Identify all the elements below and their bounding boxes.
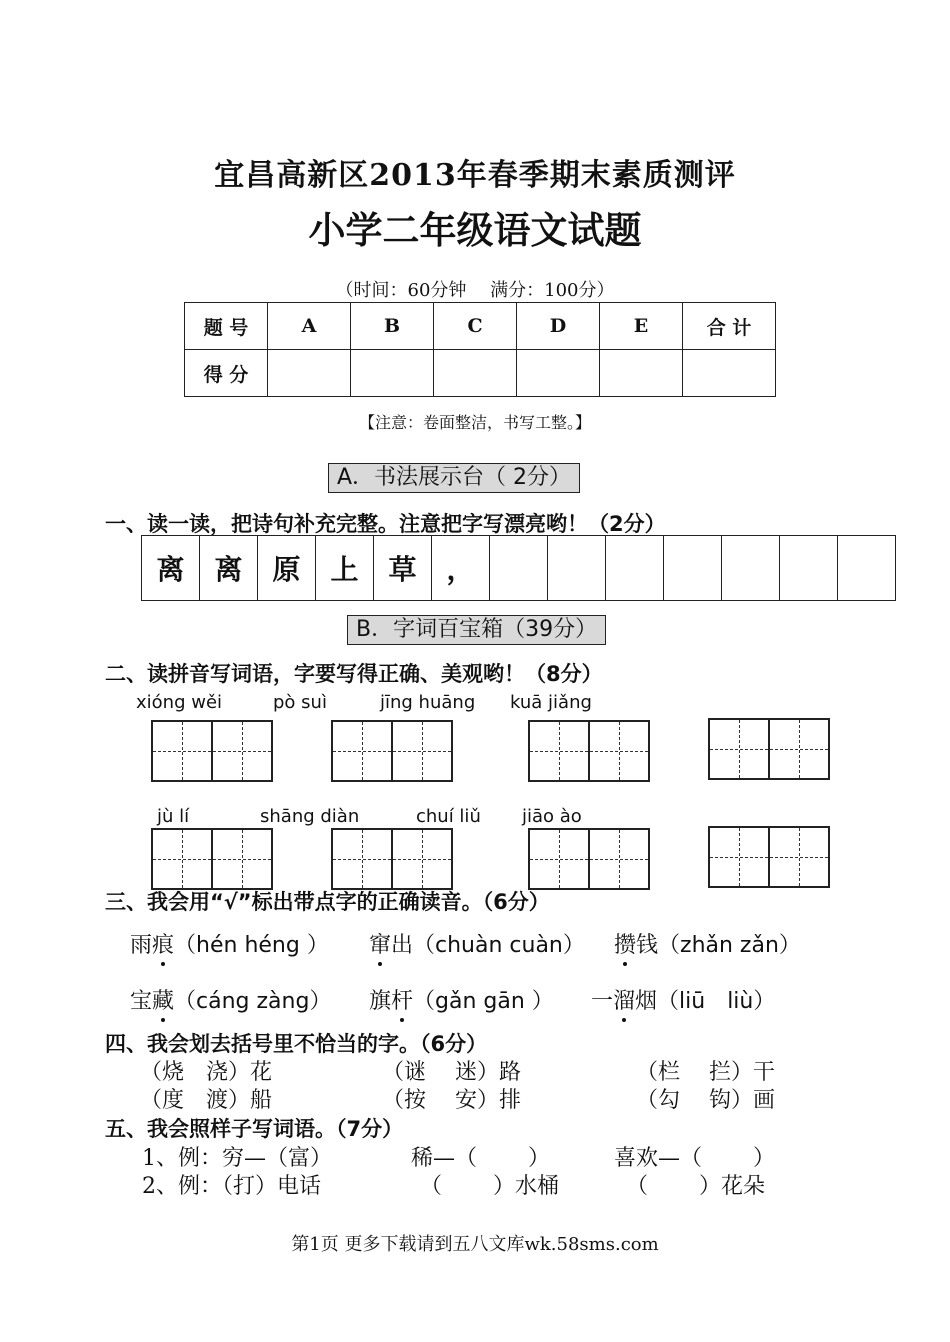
- exam-subtitle: 小学二年级语文试题: [308, 209, 642, 252]
- score-cell[interactable]: [434, 350, 517, 397]
- exam-title: 宜昌高新区2013年春季期末素质测评: [214, 158, 736, 193]
- poem-cell: 离: [200, 536, 258, 600]
- choice-item[interactable]: （谜 迷）路: [382, 1060, 521, 1085]
- choice-item[interactable]: （度 渡）船: [140, 1088, 273, 1113]
- choice-item[interactable]: （勾 钩）画: [636, 1088, 775, 1113]
- pinyin: jīng huāng: [380, 692, 476, 713]
- poem-cell: 上: [316, 536, 374, 600]
- poem-blank-cell[interactable]: [664, 536, 722, 600]
- writing-grid[interactable]: [331, 828, 451, 890]
- poem-blank-cell[interactable]: [606, 536, 664, 600]
- pinyin: chuí liǔ: [416, 806, 481, 827]
- score-cell[interactable]: [683, 350, 776, 397]
- answer-item[interactable]: （ ）花朵: [626, 1174, 765, 1199]
- score-header-row: [185, 303, 776, 350]
- answer-item[interactable]: 喜欢—（ ）: [614, 1146, 775, 1171]
- writing-grid[interactable]: [708, 718, 828, 780]
- score-header-cell: 题 号: [185, 303, 268, 350]
- pinyin: pò suì: [273, 692, 327, 713]
- writing-grid[interactable]: [528, 720, 648, 782]
- example-item: 2、例：（打）电话: [142, 1174, 321, 1199]
- time-info: （时间：60分钟 满分：100分）: [335, 280, 615, 301]
- score-header-cell: A: [268, 303, 351, 350]
- pinyin: jù lí: [157, 806, 190, 827]
- pinyin: xióng wěi: [136, 692, 223, 713]
- question-5: 五、我会照样子写词语。（7分）: [105, 1117, 404, 1141]
- score-header-cell: C: [434, 303, 517, 350]
- question-3: 三、我会用“√”标出带点字的正确读音。（6分）: [105, 890, 550, 914]
- score-cell[interactable]: [600, 350, 683, 397]
- section-a-label: A．书法展示台（ 2分）: [328, 463, 580, 493]
- dotted-char: 藏: [152, 989, 175, 1014]
- poem-cell: 草: [374, 536, 432, 600]
- poem-blank-cell[interactable]: [780, 536, 838, 600]
- dotted-char: 痕: [152, 933, 175, 958]
- poem-blank-cell[interactable]: [548, 536, 606, 600]
- score-header-cell: B: [351, 303, 434, 350]
- dotted-char: 溜: [613, 989, 636, 1014]
- writing-grid[interactable]: [528, 828, 648, 890]
- reading-item[interactable]: 一溜烟（liū liù）: [591, 989, 776, 1014]
- notice: 【注意：卷面整洁，书写工整。】: [358, 413, 591, 432]
- section-b-label: B．字词百宝箱（39分）: [347, 615, 606, 645]
- score-cell[interactable]: [351, 350, 434, 397]
- writing-grid[interactable]: [331, 720, 451, 782]
- answer-item[interactable]: （ ）水桶: [420, 1174, 559, 1199]
- dotted-char: 攒: [614, 933, 637, 958]
- reading-item[interactable]: 宝藏（cáng zàng）: [130, 989, 332, 1014]
- reading-item[interactable]: 攒钱（zhǎn zǎn）: [614, 933, 801, 958]
- poem-blank-cell[interactable]: [722, 536, 780, 600]
- choice-item[interactable]: （栏 拦）干: [636, 1060, 775, 1085]
- reading-item[interactable]: 旗杆（gǎn gān ）: [369, 989, 554, 1014]
- score-table: [184, 302, 776, 397]
- score-value-row: [185, 350, 776, 397]
- pinyin: jiāo ào: [522, 806, 582, 827]
- pinyin: shāng diàn: [260, 806, 360, 827]
- question-1: 一、读一读，把诗句补充完整。注意把字写漂亮哟！（2分）: [105, 512, 666, 536]
- score-header-cell: D: [517, 303, 600, 350]
- poem-blank-cell[interactable]: [490, 536, 548, 600]
- poem-cell: 离: [142, 536, 200, 600]
- score-header-cell: E: [600, 303, 683, 350]
- writing-grid[interactable]: [151, 828, 271, 890]
- score-cell[interactable]: [268, 350, 351, 397]
- reading-item[interactable]: 窜出（chuàn cuàn）: [369, 933, 585, 958]
- page-footer: 第1页 更多下载请到五八文库wk.58sms.com: [291, 1234, 659, 1255]
- score-label-cell: 得 分: [185, 350, 268, 397]
- score-cell[interactable]: [517, 350, 600, 397]
- reading-item[interactable]: 雨痕（hén héng ）: [130, 933, 329, 958]
- pinyin: kuā jiǎng: [510, 692, 592, 713]
- question-2: 二、读拼音写词语，字要写得正确、美观哟！（8分）: [105, 662, 603, 686]
- answer-item[interactable]: 稀—（ ）: [411, 1146, 550, 1171]
- poem-cell: ，: [432, 536, 490, 600]
- writing-grid[interactable]: [708, 826, 828, 888]
- question-4: 四、我会划去括号里不恰当的字。（6分）: [105, 1032, 488, 1056]
- choice-item[interactable]: （烧 浇）花: [140, 1060, 273, 1085]
- choice-item[interactable]: （按 安）排: [382, 1088, 521, 1113]
- dotted-char: 杆: [391, 989, 414, 1014]
- poem-cell: 原: [258, 536, 316, 600]
- example-item: 1、例：穷—（富）: [142, 1146, 332, 1171]
- dotted-char: 窜: [369, 933, 392, 958]
- writing-grid[interactable]: [151, 720, 271, 782]
- poem-grid: [141, 535, 896, 601]
- poem-blank-cell[interactable]: [838, 536, 896, 600]
- score-header-cell: 合 计: [683, 303, 776, 350]
